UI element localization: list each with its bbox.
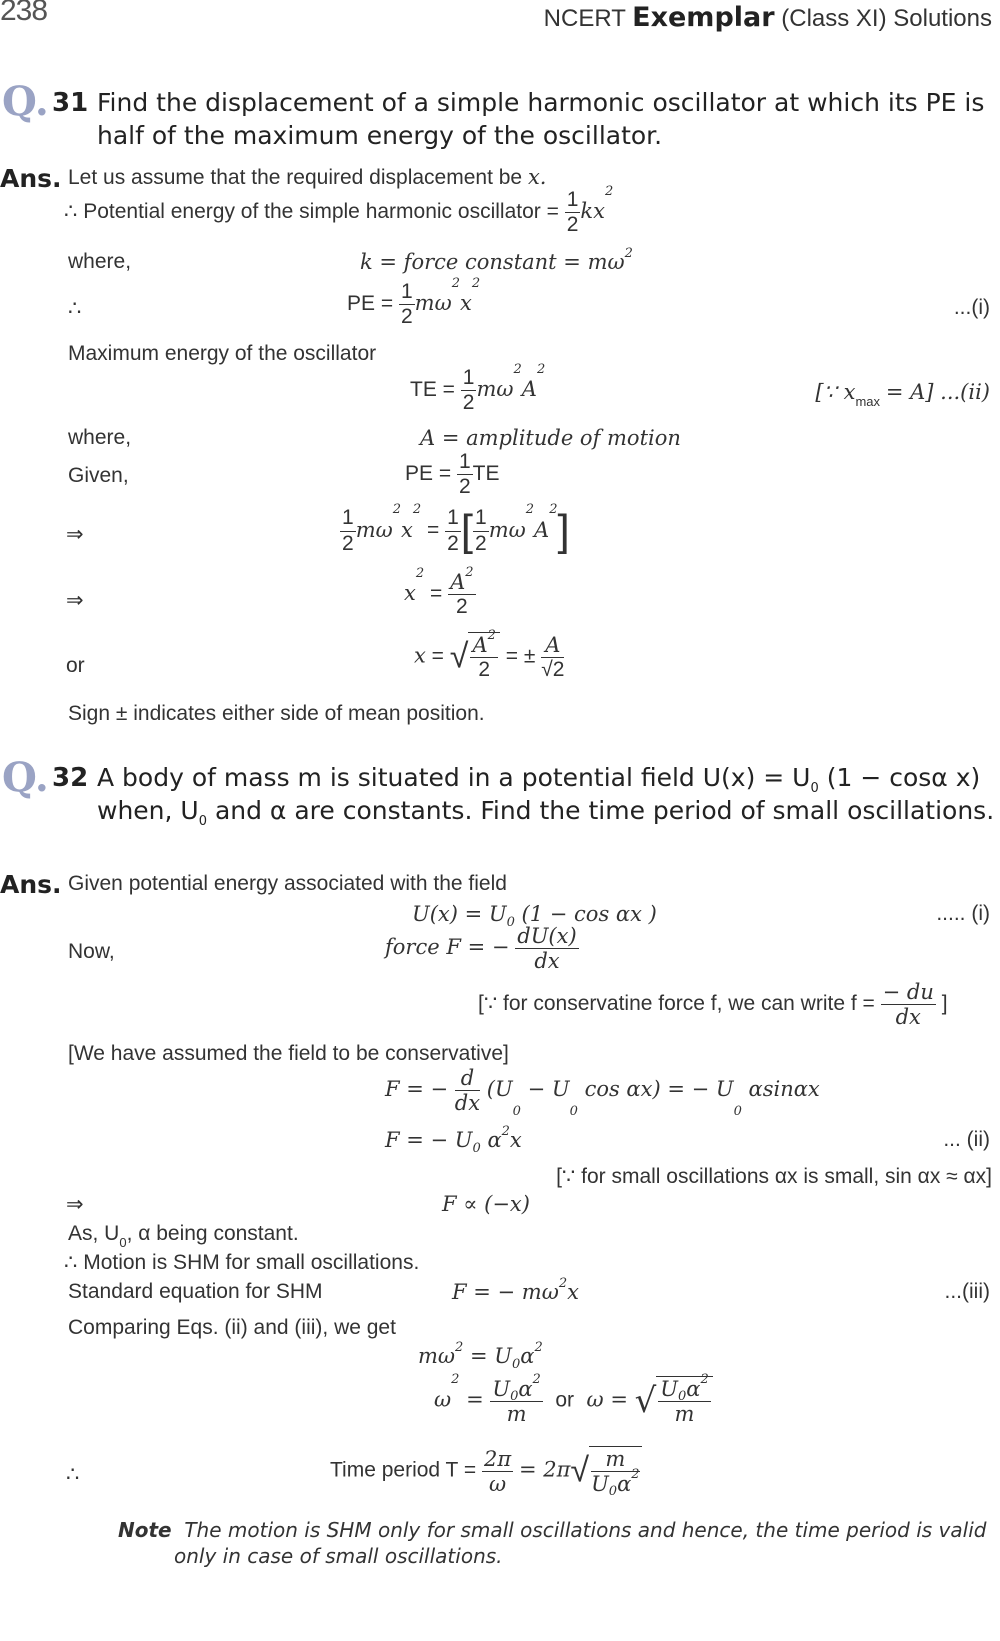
q32-equation-tag-ii: ... (ii) [943, 1128, 990, 1151]
q32-conservative-note: [∵ for conservatine force f, we can write f = $\frac{- du}{dx}$ ] [478, 980, 948, 1030]
q31-x-solution: x = √ $\frac{A^2}{2}$ = ± $\frac{A}{√2}$ [414, 628, 565, 682]
q32-potential-equation: $U(x) = U_0$ (1 − cos αx ) [412, 902, 657, 930]
question-mark-q32: Q. [2, 754, 49, 801]
q32-force-derivative: F = − $\frac{d}{dx}$ ($U_0 - U_0$ cos αx) = − $U_0$ αsinαx [385, 1066, 820, 1120]
q31-statement-1: Let us assume that the required displacement be x. [68, 165, 547, 189]
q31-where-1: where, [68, 250, 132, 273]
q31-a-definition: A = amplitude of motion [420, 426, 681, 450]
q32-standard-equation: F = − $m\omega^2x$ [452, 1276, 579, 1304]
q32-note-line2: only in case of small oscillations. [174, 1544, 503, 1568]
q31-equation-substitution: $\frac{1}{2}$ $m\omega^2x^2$ = $\frac{1}{2}$ [ $\frac{1}{2}$ $m\omega^2A^2$] [342, 502, 570, 555]
question-32-line2: when, $U_0$ and α are constants. Find the time period of small oscillations. [97, 796, 995, 829]
q31-where-2: where, [68, 426, 132, 449]
equation-tag-i: ...(i) [953, 296, 990, 319]
question-31-line1: Find the displacement of a simple harmonic oscillator at which its PE is [97, 88, 985, 117]
answer-label-31: Ans. [0, 164, 62, 193]
q31-pe-formula: ∴ Potential energy of the simple harmonic oscillator = $\frac{1}{2}$ $kx^2$ [64, 184, 614, 237]
q32-force-approx: F = − $U_0$ $\alpha^2x$ [385, 1124, 522, 1156]
q32-note: Note The motion is SHM only for small oscillations and hence, the time period is valid [118, 1518, 987, 1542]
q32-proportionality: F ∝ (−x) [442, 1192, 530, 1216]
implies-symbol-2: ⇒ [66, 589, 84, 612]
implies-symbol-1: ⇒ [66, 523, 84, 546]
question-number-31: 31 [52, 88, 89, 118]
q31-x-squared: $x^2$ = $\frac{A^2}{2}$ [404, 565, 474, 619]
q31-sign-note: Sign ± indicates either side of mean position. [68, 702, 485, 725]
q32-assumed-note: [We have assumed the field to be conservative] [68, 1042, 509, 1065]
q32-now: Now, [68, 940, 115, 963]
q32-equation-tag-iii: ...(iii) [944, 1280, 990, 1303]
q31-given-equation: PE = $\frac{1}{2}$ TE [405, 450, 500, 499]
q31-pe-equation: PE = $\frac{1}{2}$ $m\omega^2x^2$ [347, 276, 481, 329]
q32-comparing: Comparing Eqs. (ii) and (iii), we get [68, 1316, 396, 1339]
q31-given: Given, [68, 464, 129, 487]
q31-or: or [66, 654, 85, 677]
question-mark-q31: Q. [2, 78, 49, 125]
q31-k-definition: k = force constant = $m\omega^2$ [360, 246, 633, 274]
q32-therefore: ∴ [66, 1463, 80, 1486]
q32-equation-tag-i: ..... (i) [936, 902, 990, 925]
q31-max-energy-label: Maximum energy of the oscillator [68, 342, 377, 365]
answer-label-32: Ans. [0, 870, 62, 899]
q32-force-equation: force F = − $\frac{dU(x)}{dx}$ [385, 924, 577, 974]
q32-standard-label: Standard equation for SHM [68, 1280, 323, 1303]
q32-constants: As, $U_0$, α being constant. [68, 1222, 299, 1250]
q32-omega-relation: $m\omega^2 = U_0\alpha^2$ [418, 1340, 543, 1372]
page-number: 238 [0, 0, 48, 27]
equation-tag-ii: [∵ $x_{max} = A$] ...(ii) [815, 380, 990, 409]
question-32-line1: A body of mass m is situated in a potential field $U(x) = U_0$ (1 − cosα x) [97, 763, 981, 796]
q31-te-equation: TE = $\frac{1}{2}$ $m\omega^2A^2$ [410, 362, 546, 415]
question-31-line2: half of the maximum energy of the oscillator. [97, 121, 663, 150]
q32-small-oscillation-note: [∵ for small oscillations αx is small, sin αx ≈ αx] [556, 1165, 992, 1188]
q32-statement-1: Given potential energy associated with the field [68, 872, 507, 895]
running-header: NCERT Exemplar (Class XI) Solutions [543, 2, 992, 33]
q32-omega-solution: $\omega^2$ = $\frac{U_0\alpha^2}{m}$ or ω = √ $\frac{U_0\alpha^2}{m}$ [434, 1376, 713, 1426]
q32-motion-shm: ∴ Motion is SHM for small oscillations. [64, 1251, 420, 1274]
q32-time-period: Time period T = $\frac{2\pi}{\omega}$ = 2π√ $\frac{m}{U_0\alpha^2}$ [330, 1446, 640, 1500]
q32-implies: ⇒ [66, 1193, 84, 1216]
therefore-symbol: ∴ [68, 297, 82, 320]
question-number-32: 32 [52, 763, 89, 793]
